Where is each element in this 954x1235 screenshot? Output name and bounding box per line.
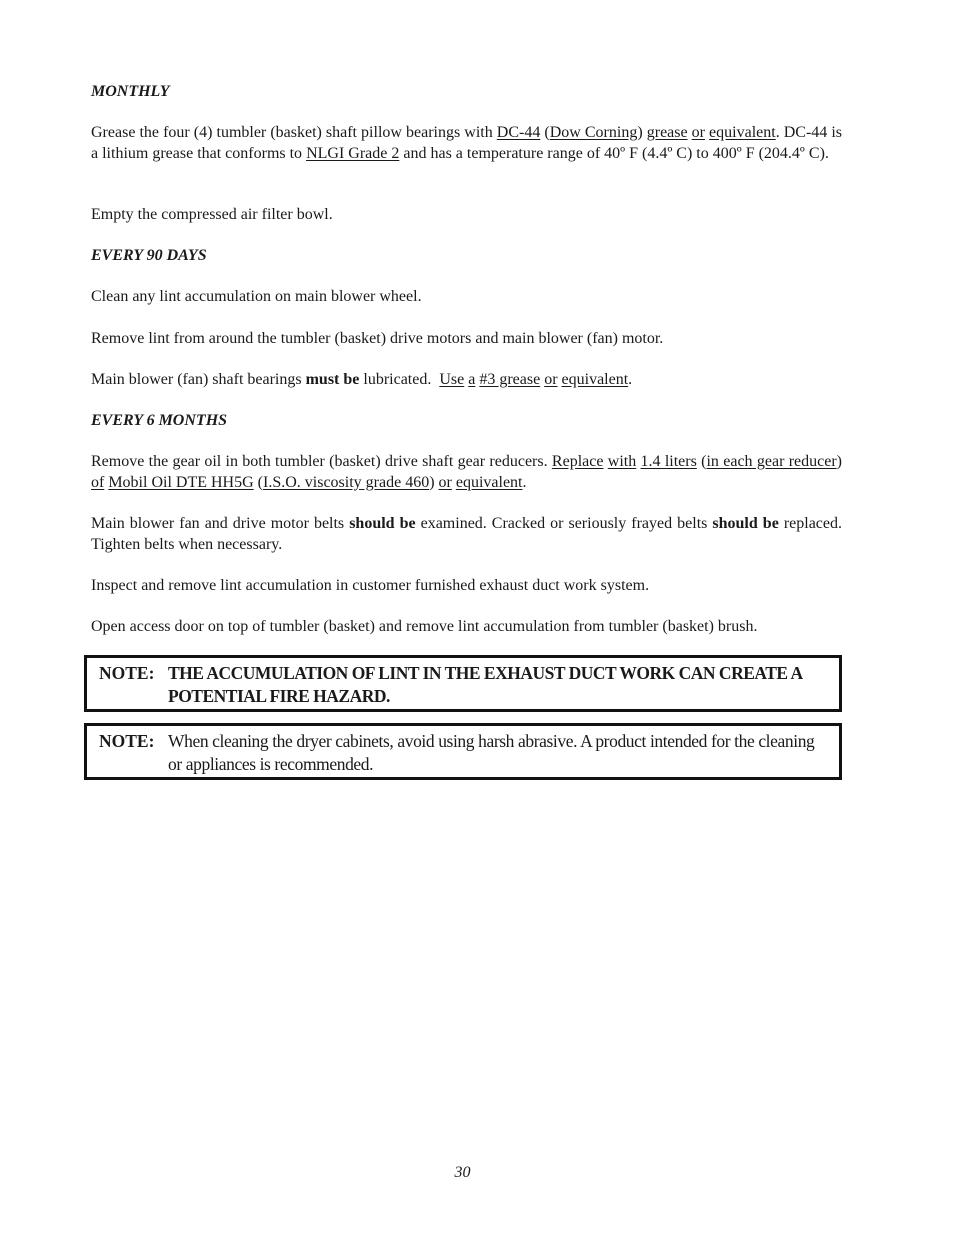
heading-every-6-months: EVERY 6 MONTHS [91,412,228,429]
six-months-belts-paragraph [91,514,842,555]
underlined-term: Replace [551,453,604,470]
underlined-term: I.S.O. viscosity grade 460 [262,473,430,491]
text-run: ) [429,473,439,491]
underlined-term: grease [646,124,688,141]
text-run: Grease the four (4) tumbler (basket) shaft pillow bearings with [91,124,497,141]
underlined-term: or [691,124,705,141]
underlined-term: of [91,473,105,491]
note-inner [87,726,839,779]
six-months-duct-paragraph: Inspect and remove lint accumulation in customer furnished exhaust duct work system. [91,577,650,594]
underlined-term: Mobil Oil DTE HH5G [108,473,254,491]
bold-term: should be [349,515,416,532]
text-run: . [522,473,527,491]
text-run: examined. Cracked or seriously frayed belts [415,515,713,532]
underlined-term: 1.4 liters [640,453,697,470]
underlined-term: equivalent [455,473,523,491]
text-run: Main blower (fan) shaft bearings [91,371,306,388]
text-run: ) [836,453,842,470]
six-months-brush-paragraph: Open access door on top of tumbler (basket) and remove lint accumulation from tumbler (basket) brush. [91,618,758,635]
cleaning-note-box [84,723,842,780]
text-run: . DC-44 is a lithium grease that conforms to [91,124,843,162]
heading-every-90-days: EVERY 90 DAYS [91,247,207,264]
underlined-term: with [607,453,637,470]
underlined-term: NLGI Grade 2 [306,144,400,162]
fire-hazard-note-text: THE ACCUMULATION OF LINT IN THE EXHAUST DUCT WORK CAN CREATE A POTENTIAL FIRE HAZARD. [168,663,802,706]
note-label: NOTE: [99,731,155,751]
text-run: ( [540,124,550,141]
ninety-days-bearings-paragraph [91,370,842,391]
text-run: ) [637,124,647,141]
text-run: and has a temperature range of 40º F (4.4º C) to 400º F (204.4º C). [399,144,829,162]
text-run: Main blower fan and drive motor belts [91,515,350,532]
underlined-term: or [438,473,452,491]
page-number: 30 [454,1164,471,1181]
underlined-term: DC-44 [496,124,541,141]
text-run: ( [696,453,707,470]
underlined-term: equivalent [561,371,629,388]
underlined-term: in each gear reducer [706,453,837,470]
underlined-term: Dow Corning [549,124,638,141]
text-run: replaced. Tighten belts when necessary. [91,515,842,553]
text-run: Remove the gear oil in both tumbler (basket) drive shaft gear reducers. [91,453,552,470]
fire-hazard-note-box [84,655,842,712]
ninety-days-blower-wheel-paragraph: Clean any lint accumulation on main blower wheel. [91,288,422,305]
six-months-gear-oil-paragraph [91,452,842,493]
text-run: lubricated. [359,371,440,388]
ninety-days-motors-paragraph: Remove lint from around the tumbler (basket) drive motors and main blower (fan) motor. [91,330,664,347]
cleaning-note-text: When cleaning the dryer cabinets, avoid using harsh abrasive. A product intended for the cleaning or appliances is recommended. [168,731,815,774]
monthly-filter-paragraph: Empty the compressed air filter bowl. [91,206,333,223]
underlined-term: equivalent [709,124,776,141]
text-run: ( [253,473,263,491]
heading-monthly: MONTHLY [91,83,170,100]
text-run: . [628,371,633,388]
note-inner [87,658,839,711]
note-label: NOTE: [99,663,155,683]
underlined-term: #3 grease [479,371,541,388]
monthly-grease-paragraph [91,123,842,164]
underlined-term: or [544,371,558,388]
bold-term: must be [305,371,360,388]
underlined-term: a [468,371,476,388]
bold-term: should be [712,515,779,532]
underlined-term: Use [439,371,465,388]
